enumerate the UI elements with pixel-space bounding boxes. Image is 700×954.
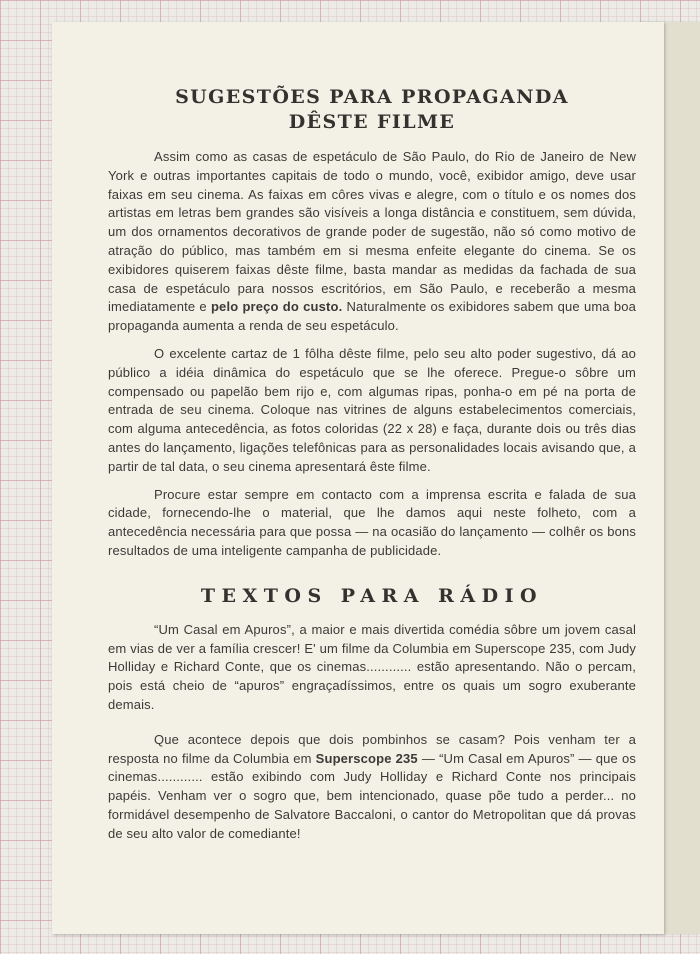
document-title (108, 85, 636, 135)
radio-paragraph-2 (108, 731, 636, 844)
paragraph-imprensa: Procure estar sempre em contacto com a imprensa escrita e falada de sua cidade, fornecendo-lhe o material, que lhe damos aqui neste folheto, com a antecedência necessária para que possa — na ocasião do lançamento — colhêr os bons resultados de uma inteligente campanha de publicidade. (108, 486, 636, 558)
paragraph-text: Assim como as casas de espetáculo de São Paulo, do Rio de Janeiro de New York e outras importantes capitais de todo o mundo, você, exibidor amigo, deve usar faixas em seu cinema. As faixas em côres vivas e alegre, com o título e os nomes dos artistas em letras bem grandes são visíveis a longa distância e constituem, sem dúvida, um dos ornamentos decorativos de grande poder de sugestão, não só como motivo de atração do público, mas também em si mesma enfeite elegante do cinema. Se os exibidores quiserem faixas dêste filme, basta mandar as medidas da fachada de sua casa de espetáculo para nossos escritórios, em São Paulo, e receberão a mesma imediatamente e (108, 149, 636, 315)
document-content (108, 85, 636, 860)
paragraph-bold-text: pelo preço do custo. (210, 299, 343, 315)
paragraph-text: Que acontece depois que dois pombinhos se casam? Pois venham ter a resposta no filme da Columbia em (108, 731, 636, 766)
paragraph-text: — “Um Casal em Apuros” — que os cinemas............ estão exibindo com Judy Holliday e Richard Conte nos principais papéis. Venham ver o sogro que, bem intencionado, quase põe tudo a perder... no formidável desempenho de Salvatore Baccaloni, o cantor do Metropolitan que dá provas de seu alto valor de comediante! (108, 750, 636, 841)
paragraph-faixas (108, 148, 636, 336)
paragraph-text: Naturalmente os exibidores sabem que uma boa propaganda aumenta a renda de seu espetáculo. (108, 299, 637, 334)
section-title-radio: TEXTOS PARA RÁDIO (200, 584, 544, 607)
paragraph-bold-text: Superscope 235 (315, 750, 418, 766)
title-line-1: SUGESTÕES PARA PROPAGANDA (175, 86, 569, 108)
radio-paragraph-1: “Um Casal em Apuros”, a maior e mais divertida comédia sôbre um jovem casal em vias de ver a família crescer! E' um filme da Columbia em Superscope 235, com Judy Holliday e Richard Conte, que os cinemas............ estão apresentando. Não o percam, pois está cheio de “apuros” engraçadíssimos, entre os quais um sogro exuberante demais. (108, 621, 636, 712)
document-sheet (52, 22, 664, 934)
paragraph-cartaz: O excelente cartaz de 1 fôlha dêste filme, pelo seu alto poder sugestivo, dá ao público a idéia dinâmica do espetáculo que se lhe oferece. Pregue-o sôbre um compensado ou papelão bem rijo e, com algumas ripas, ponha-o em pé na porta de entrada de seu cinema. Coloque nas vitrines de alguns estabelecimentos comerciais, com alguma antecedência, as fotos coloridas (22 x 28) e faça, durante dois ou três dias antes do lançamento, ligações telefônicas para as personalidades locais avisando que, a partir de tal data, o seu cinema apresentará êste filme. (108, 345, 636, 474)
title-line-2: DÊSTE FILME (288, 111, 456, 133)
